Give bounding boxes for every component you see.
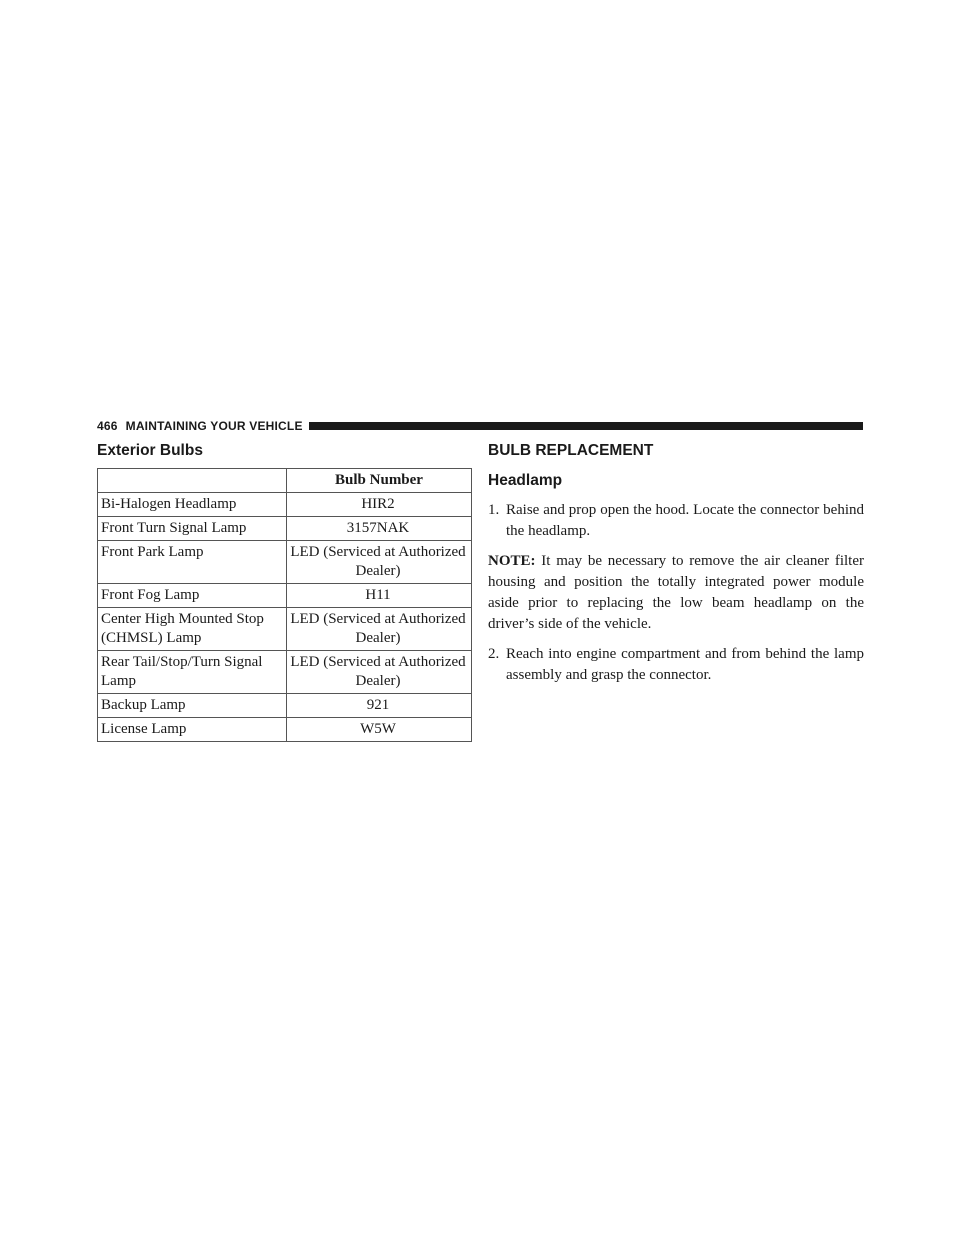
step-1 (488, 500, 864, 542)
lamp-name: Center High Mounted Stop (CHMSL) Lamp (98, 608, 287, 651)
table-row (98, 694, 472, 718)
left-column (97, 440, 472, 742)
bulb-number: W5W (287, 718, 472, 742)
headlamp-heading: Headlamp (488, 472, 563, 489)
lamp-name: License Lamp (98, 718, 287, 742)
bulb-number: H11 (287, 584, 472, 608)
bulb-number: LED (Serviced at Authorized Dealer) (287, 541, 472, 584)
table-header-empty (98, 469, 287, 493)
right-column (488, 440, 864, 695)
table-header-row (98, 469, 472, 493)
page-number: 466 (97, 419, 118, 433)
lamp-name: Front Park Lamp (98, 541, 287, 584)
lamp-name: Rear Tail/Stop/Turn Signal Lamp (98, 651, 287, 694)
table-row (98, 651, 472, 694)
page-header (97, 418, 863, 434)
table-row (98, 541, 472, 584)
table-row (98, 584, 472, 608)
step-2-number: 2. (488, 646, 500, 662)
exterior-bulbs-table (97, 468, 472, 742)
bulb-replacement-heading: BULB REPLACEMENT (488, 442, 654, 459)
table-row (98, 517, 472, 541)
table-row (98, 718, 472, 742)
table-row (98, 608, 472, 651)
bulb-number: LED (Serviced at Authorized Dealer) (287, 608, 472, 651)
lamp-name: Front Fog Lamp (98, 584, 287, 608)
step-2-text: Reach into engine compartment and from behind the lamp assembly and grasp the connector. (506, 646, 864, 683)
lamp-name: Bi-Halogen Headlamp (98, 493, 287, 517)
step-1-number: 1. (488, 502, 500, 518)
lamp-name: Front Turn Signal Lamp (98, 517, 287, 541)
step-2 (488, 644, 864, 686)
table-header-bulb-number: Bulb Number (287, 469, 472, 493)
header-rule (309, 422, 863, 430)
step-1-text: Raise and prop open the hood. Locate the connector behind the headlamp. (506, 502, 864, 539)
bulb-number: 921 (287, 694, 472, 718)
section-title: MAINTAINING YOUR VEHICLE (125, 419, 303, 433)
note-text: It may be necessary to remove the air cleaner filter housing and position the totally integrated power module aside prior to replacing the low beam headlamp on the driver’s side of the vehicle. (488, 553, 864, 632)
bulb-number: LED (Serviced at Authorized Dealer) (287, 651, 472, 694)
bulb-number: 3157NAK (287, 517, 472, 541)
exterior-bulbs-heading: Exterior Bulbs (97, 442, 203, 459)
bulb-number: HIR2 (287, 493, 472, 517)
lamp-name: Backup Lamp (98, 694, 287, 718)
note-paragraph (488, 551, 864, 635)
note-label: NOTE: (488, 553, 536, 569)
table-row (98, 493, 472, 517)
